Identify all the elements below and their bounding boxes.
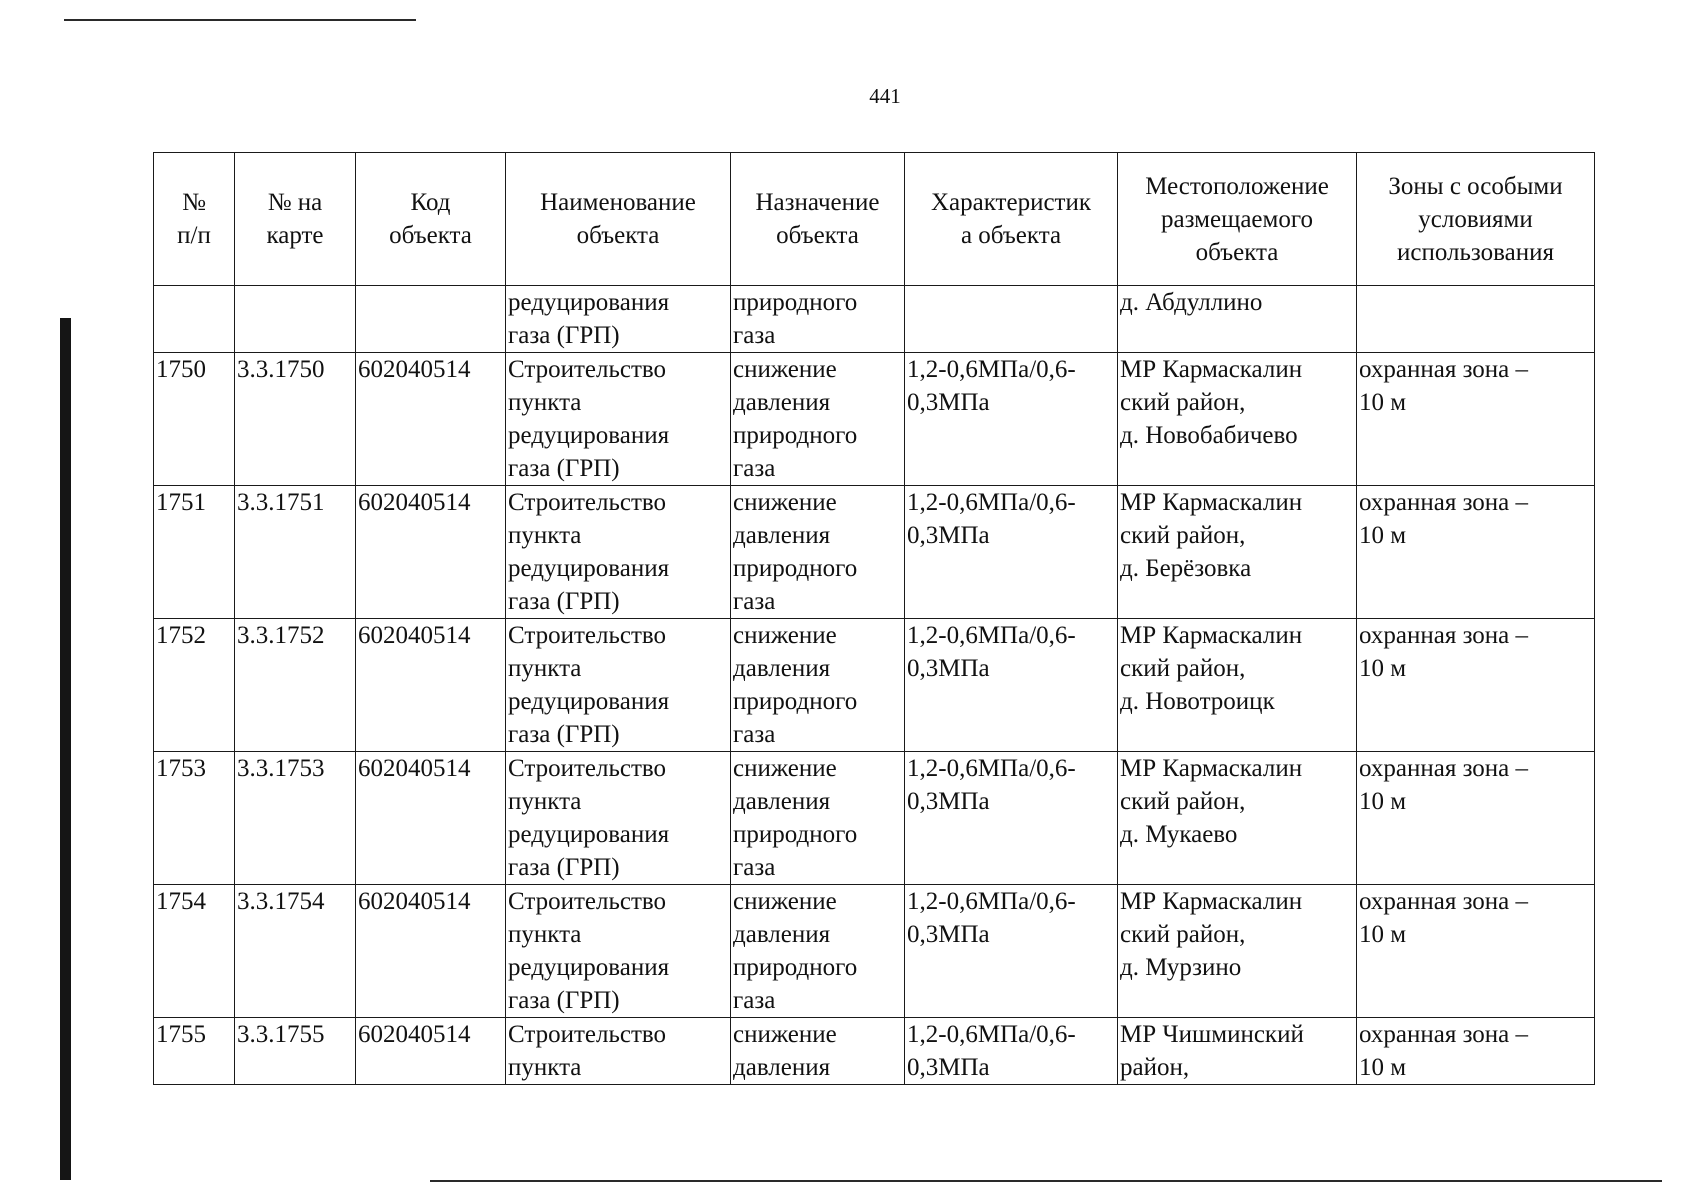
cell-characteristic [905, 286, 1118, 353]
cell-name [506, 752, 731, 885]
cell-location [1118, 286, 1357, 353]
table-row-continued [154, 286, 1595, 353]
cell-text: 0,3МПа [907, 389, 990, 416]
cell-text: д. Мурзино [1120, 954, 1242, 981]
cell-location [1118, 486, 1357, 619]
cell-text: газа [733, 322, 776, 349]
cell-map-no [235, 486, 356, 619]
cell-map-no [235, 353, 356, 486]
cell-num [154, 486, 235, 619]
cell-text: 1,2-0,6МПа/0,6- [907, 755, 1076, 782]
cell-text: 10 м [1359, 788, 1407, 815]
cell-text: район, [1120, 1054, 1190, 1081]
table-row [154, 885, 1595, 1018]
cell-code [356, 286, 506, 353]
cell-characteristic [905, 1018, 1118, 1085]
cell-text: газа (ГРП) [508, 721, 620, 748]
header-num [154, 153, 235, 286]
cell-text: природного [733, 289, 858, 316]
cell-text: 1,2-0,6МПа/0,6- [907, 1021, 1076, 1048]
table-row [154, 1018, 1595, 1085]
objects-table [153, 152, 1595, 1085]
cell-text: д. Абдуллино [1120, 289, 1263, 316]
cell-text: 0,3МПа [907, 655, 990, 682]
header-text: условиями [1418, 205, 1533, 233]
cell-text: пункта [508, 921, 582, 948]
cell-text: снижение [733, 356, 837, 383]
cell-text: снижение [733, 1021, 837, 1048]
cell-zones [1357, 353, 1595, 486]
cell-location [1118, 752, 1357, 885]
cell-text: ский район, [1120, 788, 1246, 815]
cell-map-no [235, 752, 356, 885]
cell-text: газа [733, 588, 776, 615]
cell-text: 3.3.1752 [237, 622, 325, 649]
cell-code [356, 1018, 506, 1085]
scan-edge-line-left [60, 318, 71, 1180]
cell-text: редуцирования [508, 821, 670, 848]
cell-text: МР Кармаскалин [1120, 489, 1303, 516]
cell-text: ский район, [1120, 522, 1246, 549]
cell-text: природного [733, 821, 858, 848]
header-text: объекта [776, 222, 859, 249]
header-text: № [182, 189, 206, 216]
cell-text: пункта [508, 655, 582, 682]
cell-map-no [235, 286, 356, 353]
table-row [154, 486, 1595, 619]
header-text: объекта [389, 222, 472, 249]
cell-text: Строительство [508, 888, 667, 915]
table-row [154, 752, 1595, 885]
header-text: размещаемого [1161, 205, 1313, 233]
cell-text: газа (ГРП) [508, 455, 620, 482]
cell-code [356, 752, 506, 885]
cell-name [506, 353, 731, 486]
cell-text: редуцирования [508, 422, 670, 449]
cell-name [506, 486, 731, 619]
cell-text: пункта [508, 1054, 582, 1081]
cell-text: д. Новотроицк [1120, 688, 1275, 715]
cell-text: 1750 [156, 356, 206, 383]
cell-text: 1751 [156, 489, 206, 516]
cell-zones [1357, 286, 1595, 353]
cell-text: пункта [508, 788, 582, 815]
header-text: а объекта [960, 222, 1062, 249]
cell-text: 1,2-0,6МПа/0,6- [907, 489, 1076, 516]
cell-name [506, 619, 731, 752]
cell-name [506, 1018, 731, 1085]
cell-characteristic [905, 353, 1118, 486]
cell-text: 1754 [156, 888, 206, 915]
cell-text: охранная зона – [1359, 489, 1529, 516]
cell-num [154, 885, 235, 1018]
cell-text: газа [733, 987, 776, 1014]
cell-num [154, 286, 235, 353]
cell-text: Строительство [508, 622, 667, 649]
cell-zones [1357, 619, 1595, 752]
cell-text: природного [733, 422, 858, 449]
cell-purpose [731, 1018, 905, 1085]
cell-code [356, 486, 506, 619]
cell-zones [1357, 885, 1595, 1018]
cell-text: охранная зона – [1359, 356, 1529, 383]
cell-text: д. Новобабичево [1120, 422, 1298, 449]
cell-text: 10 м [1359, 1054, 1407, 1081]
cell-text: МР Кармаскалин [1120, 356, 1303, 383]
cell-text: давления [733, 522, 831, 549]
cell-text: охранная зона – [1359, 622, 1529, 649]
cell-text: 1,2-0,6МПа/0,6- [907, 888, 1076, 915]
cell-text: снижение [733, 622, 837, 649]
cell-text: 3.3.1754 [237, 888, 325, 915]
cell-text: 1,2-0,6МПа/0,6- [907, 622, 1076, 649]
cell-zones [1357, 1018, 1595, 1085]
header-text: Код [410, 189, 451, 216]
cell-text: 10 м [1359, 522, 1407, 549]
cell-text: 3.3.1751 [237, 489, 325, 516]
header-text: Местоположение [1145, 172, 1329, 200]
cell-text: д. Берёзовка [1120, 555, 1252, 582]
cell-text: д. Мукаево [1120, 821, 1238, 848]
table-body [154, 286, 1595, 1085]
cell-num [154, 353, 235, 486]
cell-text: 602040514 [358, 489, 471, 516]
cell-characteristic [905, 619, 1118, 752]
cell-text: Строительство [508, 489, 667, 516]
cell-code [356, 353, 506, 486]
cell-text: 602040514 [358, 755, 471, 782]
cell-text: 1752 [156, 622, 206, 649]
cell-text: ский район, [1120, 389, 1246, 416]
header-text: Характеристик [930, 189, 1091, 216]
cell-text: Строительство [508, 755, 667, 782]
header-purpose [731, 153, 905, 286]
cell-text: 602040514 [358, 622, 471, 649]
header-location [1118, 153, 1357, 286]
cell-characteristic [905, 752, 1118, 885]
table-row [154, 353, 1595, 486]
header-text: п/п [177, 222, 211, 249]
cell-text: ский район, [1120, 921, 1246, 948]
cell-purpose [731, 353, 905, 486]
cell-text: пункта [508, 389, 582, 416]
cell-text: газа (ГРП) [508, 322, 620, 349]
page-number: 441 [869, 84, 901, 108]
cell-text: охранная зона – [1359, 1021, 1529, 1048]
cell-text: МР Кармаскалин [1120, 622, 1303, 649]
cell-zones [1357, 752, 1595, 885]
cell-text: 10 м [1359, 655, 1407, 682]
cell-text: природного [733, 688, 858, 715]
header-text: Наименование [540, 189, 696, 216]
header-map-no [235, 153, 356, 286]
cell-zones [1357, 486, 1595, 619]
cell-text: 1755 [156, 1021, 206, 1048]
cell-text: газа [733, 854, 776, 881]
cell-location [1118, 1018, 1357, 1085]
cell-text: давления [733, 389, 831, 416]
cell-text: снижение [733, 888, 837, 915]
header-name [506, 153, 731, 286]
cell-text: давления [733, 1054, 831, 1081]
cell-text: снижение [733, 755, 837, 782]
cell-name [506, 286, 731, 353]
cell-location [1118, 619, 1357, 752]
header-characteristic [905, 153, 1118, 286]
header-text: № на [267, 189, 323, 216]
cell-text: 10 м [1359, 389, 1407, 416]
cell-num [154, 619, 235, 752]
cell-text: 602040514 [358, 1021, 471, 1048]
cell-code [356, 885, 506, 1018]
cell-characteristic [905, 486, 1118, 619]
cell-text: Строительство [508, 356, 667, 383]
header-text: использования [1397, 238, 1554, 266]
cell-text: редуцирования [508, 555, 670, 582]
cell-text: природного [733, 954, 858, 981]
cell-text: газа [733, 455, 776, 482]
cell-text: МР Кармаскалин [1120, 755, 1303, 782]
header-text: объекта [576, 222, 660, 249]
header-text: Назначение [755, 189, 880, 216]
cell-characteristic [905, 885, 1118, 1018]
cell-location [1118, 885, 1357, 1018]
cell-text: 10 м [1359, 921, 1407, 948]
cell-text: природного [733, 555, 858, 582]
cell-text: пункта [508, 522, 582, 549]
header-text: карте [266, 222, 324, 249]
cell-text: газа (ГРП) [508, 588, 620, 615]
cell-text: 3.3.1750 [237, 356, 325, 383]
cell-num [154, 752, 235, 885]
cell-text: охранная зона – [1359, 755, 1529, 782]
cell-text: 1,2-0,6МПа/0,6- [907, 356, 1076, 383]
cell-location [1118, 353, 1357, 486]
cell-text: 1753 [156, 755, 206, 782]
cell-num [154, 1018, 235, 1085]
cell-text: редуцирования [508, 954, 670, 981]
cell-text: ский район, [1120, 655, 1246, 682]
cell-text: газа (ГРП) [508, 854, 620, 881]
cell-text: 3.3.1755 [237, 1021, 325, 1048]
cell-purpose [731, 286, 905, 353]
cell-text: давления [733, 921, 831, 948]
cell-text: 3.3.1753 [237, 755, 325, 782]
cell-purpose [731, 619, 905, 752]
cell-name [506, 885, 731, 1018]
cell-text: 0,3МПа [907, 921, 990, 948]
header-text: Зоны с особыми [1388, 172, 1563, 200]
table-header-row [154, 153, 1595, 286]
cell-purpose [731, 486, 905, 619]
table-row [154, 619, 1595, 752]
header-code [356, 153, 506, 286]
cell-code [356, 619, 506, 752]
scan-edge-line-top [64, 19, 416, 21]
cell-text: 602040514 [358, 356, 471, 383]
cell-map-no [235, 619, 356, 752]
cell-text: редуцирования [508, 688, 670, 715]
cell-map-no [235, 1018, 356, 1085]
cell-text: снижение [733, 489, 837, 516]
cell-purpose [731, 885, 905, 1018]
cell-text: давления [733, 655, 831, 682]
cell-text: газа [733, 721, 776, 748]
cell-text: давления [733, 788, 831, 815]
cell-text: 0,3МПа [907, 788, 990, 815]
cell-text: МР Чишминский [1120, 1021, 1304, 1048]
cell-text: газа (ГРП) [508, 987, 620, 1014]
cell-text: Строительство [508, 1021, 667, 1048]
header-text: объекта [1195, 238, 1279, 266]
header-zones [1357, 153, 1595, 286]
cell-text: 602040514 [358, 888, 471, 915]
cell-text: редуцирования [508, 289, 670, 316]
cell-text: охранная зона – [1359, 888, 1529, 915]
cell-map-no [235, 885, 356, 1018]
cell-text: 0,3МПа [907, 1054, 990, 1081]
cell-text: МР Кармаскалин [1120, 888, 1303, 915]
cell-purpose [731, 752, 905, 885]
cell-text: 0,3МПа [907, 522, 990, 549]
scan-edge-line-bottom [430, 1180, 1662, 1182]
